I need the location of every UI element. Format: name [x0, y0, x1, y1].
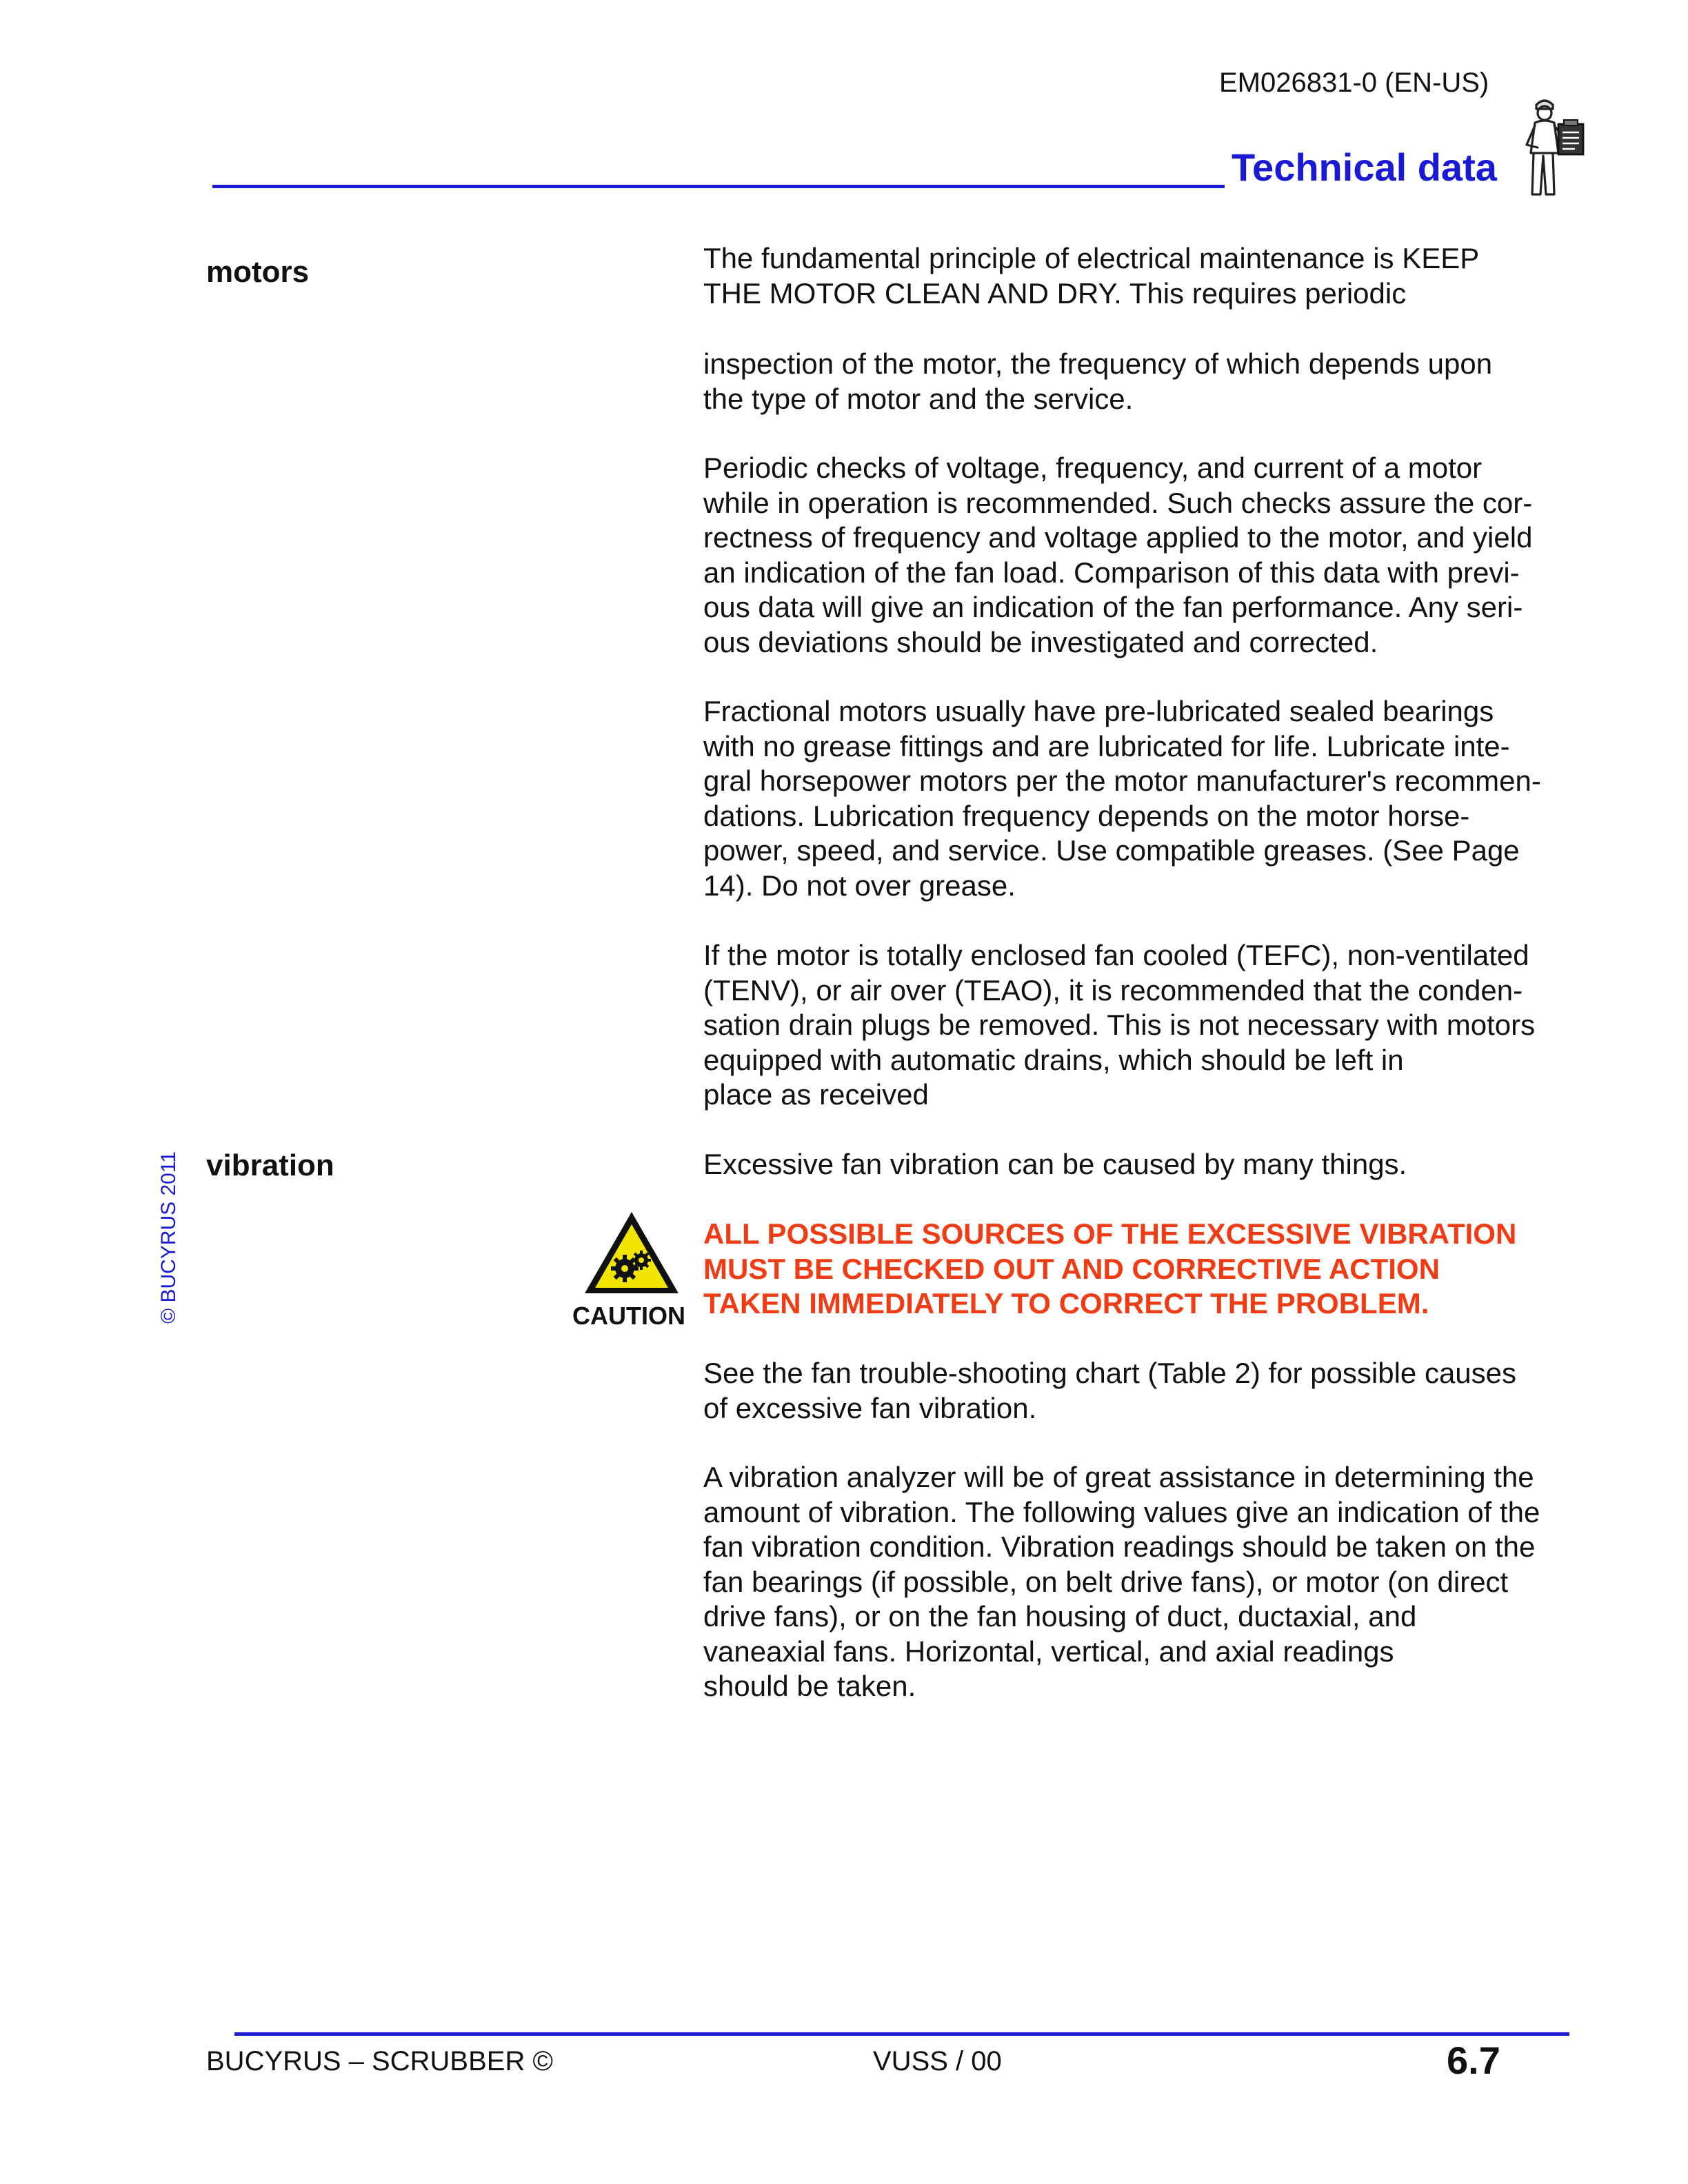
text-line: of excessive fan vibration.: [703, 1391, 1037, 1424]
text-line: the type of motor and the service.: [703, 382, 1134, 415]
text-line: with no grease fittings and are lubricated for life. Lubricate inte-: [703, 729, 1510, 762]
side-copyright: © BUCYRUS 2011: [157, 1151, 180, 1324]
text-line: Periodic checks of voltage, frequency, and current of a motor: [703, 452, 1483, 484]
text-line: vaneaxial fans. Horizontal, vertical, and axial readings: [703, 1635, 1394, 1668]
text-line: while in operation is recommended. Such checks assure the cor-: [703, 486, 1533, 519]
text-line: The fundamental principle of electrical maintenance is KEEP: [703, 242, 1480, 274]
paragraph-periodic-checks: [703, 451, 1600, 660]
text-line: THE MOTOR CLEAN AND DRY. This requires periodic: [703, 276, 1407, 310]
text-line: drive fans), or on the fan housing of duct, ductaxial, and: [703, 1600, 1417, 1632]
text-line: amount of vibration. The following values give an indication of the: [703, 1495, 1540, 1528]
document-code: EM026831-0 (EN-US): [1219, 68, 1489, 98]
paragraph-condensation-drains: [703, 938, 1600, 1113]
text-line: equipped with automatic drains, which should be left in: [703, 1043, 1404, 1076]
section-label-vibration: vibration: [206, 1149, 334, 1182]
text-line: dations. Lubrication frequency depends on the motor horse-: [703, 799, 1470, 832]
section-label-motors: motors: [206, 255, 310, 289]
footer-revision: VUSS / 00: [873, 2046, 1002, 2076]
text-line: gral horsepower motors per the motor manufacturer's recommen-: [703, 765, 1541, 797]
text-line: ous deviations should be investigated and corrected.: [703, 625, 1378, 658]
paragraph-inspection: [703, 347, 1600, 416]
text-line: ous data will give an indication of the fan performance. Any seri-: [703, 591, 1523, 623]
caution-line: ALL POSSIBLE SOURCES OF THE EXCESSIVE VIBRATION: [703, 1217, 1517, 1250]
text-line: power, speed, and service. Use compatible greases. (See Page: [703, 834, 1520, 867]
footer-publisher: BUCYRUS – SCRUBBER ©: [206, 2046, 553, 2076]
text-line: (TENV), or air over (TEAO), it is recommended that the conden-: [703, 973, 1523, 1007]
text-line: Excessive fan vibration can be caused by many things.: [703, 1148, 1407, 1180]
caution-line: TAKEN IMMEDIATELY TO CORRECT THE PROBLEM.: [703, 1287, 1429, 1320]
text-line: sation drain plugs be removed. This is not necessary with motors: [703, 1009, 1536, 1041]
text-line: Fractional motors usually have pre-lubricated sealed bearings: [703, 695, 1494, 727]
footer-rule: [234, 2032, 1569, 2036]
header-rule: [212, 185, 1225, 188]
page-number: 6.7: [1447, 2039, 1500, 2082]
text-line: See the fan trouble-shooting chart (Table 2) for possible causes: [703, 1357, 1517, 1389]
section-title: Technical data: [1232, 145, 1497, 189]
text-line: A vibration analyzer will be of great assistance in determining the: [703, 1461, 1534, 1493]
text-line: If the motor is totally enclosed fan cooled (TEFC), non-ventilated: [703, 939, 1529, 971]
text-line: fan vibration condition. Vibration readings should be taken on the: [703, 1530, 1536, 1563]
text-line: an indication of the fan load. Comparison of this data with previ-: [703, 556, 1520, 589]
caution-message: [703, 1217, 1600, 1322]
paragraph-vibration-intro: [703, 1147, 1600, 1182]
text-line: should be taken.: [703, 1670, 916, 1702]
text-line: inspection of the motor, the frequency of which depends upon: [703, 347, 1493, 380]
text-line: rectness of frequency and voltage applied to the motor, and yield: [703, 521, 1533, 554]
paragraph-troubleshooting-reference: [703, 1356, 1600, 1426]
technician-with-clipboard-icon: [1517, 94, 1589, 199]
caution-line: MUST BE CHECKED OUT AND CORRECTIVE ACTION: [703, 1252, 1440, 1285]
text-line: fan bearings (if possible, on belt drive fans), or motor (on direct: [703, 1565, 1509, 1598]
paragraph-maintenance-principle: [703, 241, 1600, 311]
text-line: 14). Do not over grease.: [703, 869, 1016, 902]
text-line: place as received: [703, 1078, 929, 1111]
paragraph-lubrication: [703, 694, 1600, 903]
caution-gear-hazard-icon: [581, 1208, 683, 1297]
paragraph-vibration-analyzer: [703, 1460, 1600, 1704]
caution-label: CAUTION: [572, 1302, 685, 1330]
